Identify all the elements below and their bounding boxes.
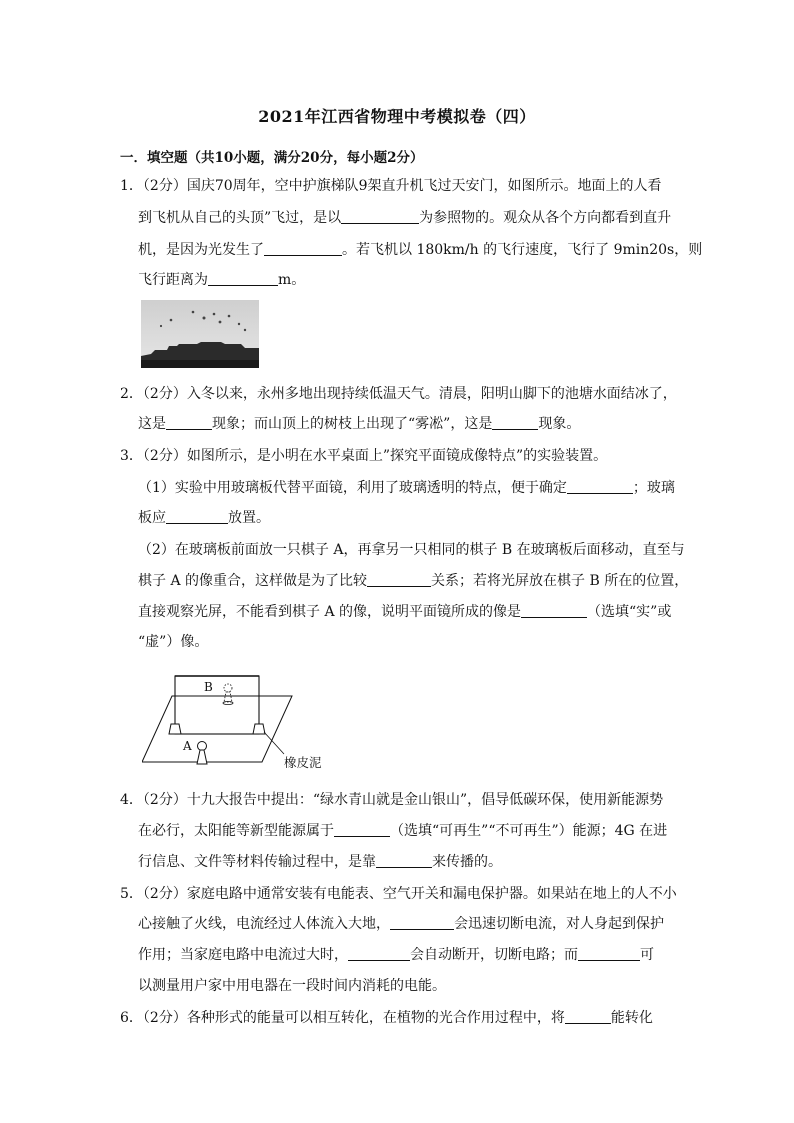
q3-line-7: “虚”）像。 (138, 634, 209, 650)
q4-line-2 (138, 821, 667, 841)
label-b: B (204, 680, 213, 694)
q3-line-6 (138, 602, 671, 622)
q1-text: 到飞机从自己的头顶”飞过，是以 (138, 210, 342, 226)
q4-text: 在必行，太阳能等新型能源属于 (138, 823, 334, 839)
q5-text: 可 (640, 947, 654, 963)
q1-text: 机，是因为光发生了 (138, 242, 264, 258)
q1-line-1: 1．（2分）国庆70周年，空中护旗梯队9架直升机飞过天安门，如图所示。地面上的人看 (120, 178, 662, 194)
q5-text: 会迅速切断电流，对人身起到保护 (454, 916, 664, 932)
label-putty: 橡皮泥 (284, 755, 322, 770)
q3-text: 放置。 (228, 510, 270, 526)
q3-text: 直接观察光屏，不能看到棋子 A 的像，说明平面镜所成的像是 (138, 604, 522, 620)
q1-line-2 (138, 208, 671, 228)
q3-line-5 (138, 571, 688, 591)
q2-line-1: 2．（2分）入冬以来，永州多地出现持续低温天气。清晨，阳明山脚下的池塘水面结冰了， (120, 386, 677, 402)
q6-line-1 (120, 1008, 653, 1028)
q3-text: 关系；若将光屏放在棋子 B 所在的位置， (431, 573, 689, 589)
answer-blank (390, 915, 454, 930)
label-a: A (183, 739, 192, 753)
section-heading: 一．填空题（共10小题，满分20分，每小题2分） (120, 150, 424, 166)
q1-line-3 (138, 240, 702, 260)
q3-line-1: 3．（2分）如图所示，是小明在水平桌面上”探究平面镜成像特点”的实验装置。 (120, 448, 608, 464)
answer-blank (367, 572, 431, 587)
answer-blank (348, 946, 410, 961)
q2-text: 现象。 (538, 416, 581, 432)
q4-text: 行信息、文件等材料传输过程中，是靠 (138, 854, 376, 870)
q4-text: （选填“可再生”“不可再生”）能源；4G 在进 (390, 823, 668, 839)
q3-text: 棋子 A 的像重合，这样做是为了比较 (138, 573, 368, 589)
answer-blank (578, 946, 640, 961)
answer-blank (376, 853, 432, 868)
answer-blank (341, 209, 419, 224)
q1-text: 飞行距离为 (138, 272, 208, 288)
q3-text: ；玻璃 (632, 480, 675, 496)
answer-blank (334, 822, 390, 837)
answer-blank (565, 1009, 611, 1024)
q3-line-3 (138, 508, 270, 528)
answer-blank (166, 415, 212, 430)
q5-text: 心接触了火线，电流经过人体流入大地， (138, 916, 390, 932)
q4-line-3 (138, 852, 502, 872)
page-title: 2021年江西省物理中考模拟卷（四） (258, 107, 536, 126)
q1-text: m。 (278, 272, 306, 288)
q1-line-4 (138, 270, 305, 290)
answer-blank (208, 271, 278, 286)
q5-line-2 (138, 914, 664, 934)
q3-text: 板应 (138, 510, 166, 526)
q5-text: 会自动断开，切断电路；而 (410, 947, 578, 963)
q6-text: 6．（2分）各种形式的能量可以相互转化，在植物的光合作用过程中，将 (120, 1010, 565, 1026)
q2-line-2 (138, 414, 580, 434)
plane-mirror-apparatus-diagram (142, 670, 342, 772)
q3-line-4: （2）在玻璃板前面放一只棋子 A，再拿另一只相同的棋子 B 在玻璃板后面移动，直至与 (138, 542, 685, 558)
answer-blank (492, 415, 538, 430)
q5-line-1: 5．（2分）家庭电路中通常安装有电能表、空气开关和漏电保护器。如果站在地上的人不小 (120, 886, 677, 902)
q2-text: 这是 (138, 416, 166, 432)
q2-text: 现象；而山顶上的树枝上出现了“雾凇”，这是 (212, 416, 493, 432)
q5-line-4: 以测量用户家中用电器在一段时间内消耗的电能。 (138, 978, 446, 994)
q1-text: 。若飞机以 180km/h 的飞行速度，飞行了 9min20s，则 (342, 242, 703, 258)
q3-line-2 (138, 478, 675, 498)
answer-blank (521, 603, 587, 618)
helicopter-photo (141, 300, 259, 368)
q1-text: 为参照物的。观众从各个方向都看到直升 (419, 210, 672, 226)
q5-text: 作用；当家庭电路中电流过大时， (138, 947, 348, 963)
q3-text: （选填“实”或 (587, 604, 672, 620)
q3-text: （1）实验中用玻璃板代替平面镜，利用了玻璃透明的特点，便于确定 (138, 480, 567, 496)
answer-blank (264, 241, 342, 256)
answer-blank (166, 509, 228, 524)
q5-line-3 (138, 945, 654, 965)
answer-blank (567, 479, 633, 494)
q4-line-1: 4．（2分）十九大报告中提出：“绿水青山就是金山银山”，倡导低碳环保，使用新能源势 (120, 792, 664, 808)
q4-text: 来传播的。 (432, 854, 502, 870)
q6-text: 能转化 (610, 1010, 653, 1026)
